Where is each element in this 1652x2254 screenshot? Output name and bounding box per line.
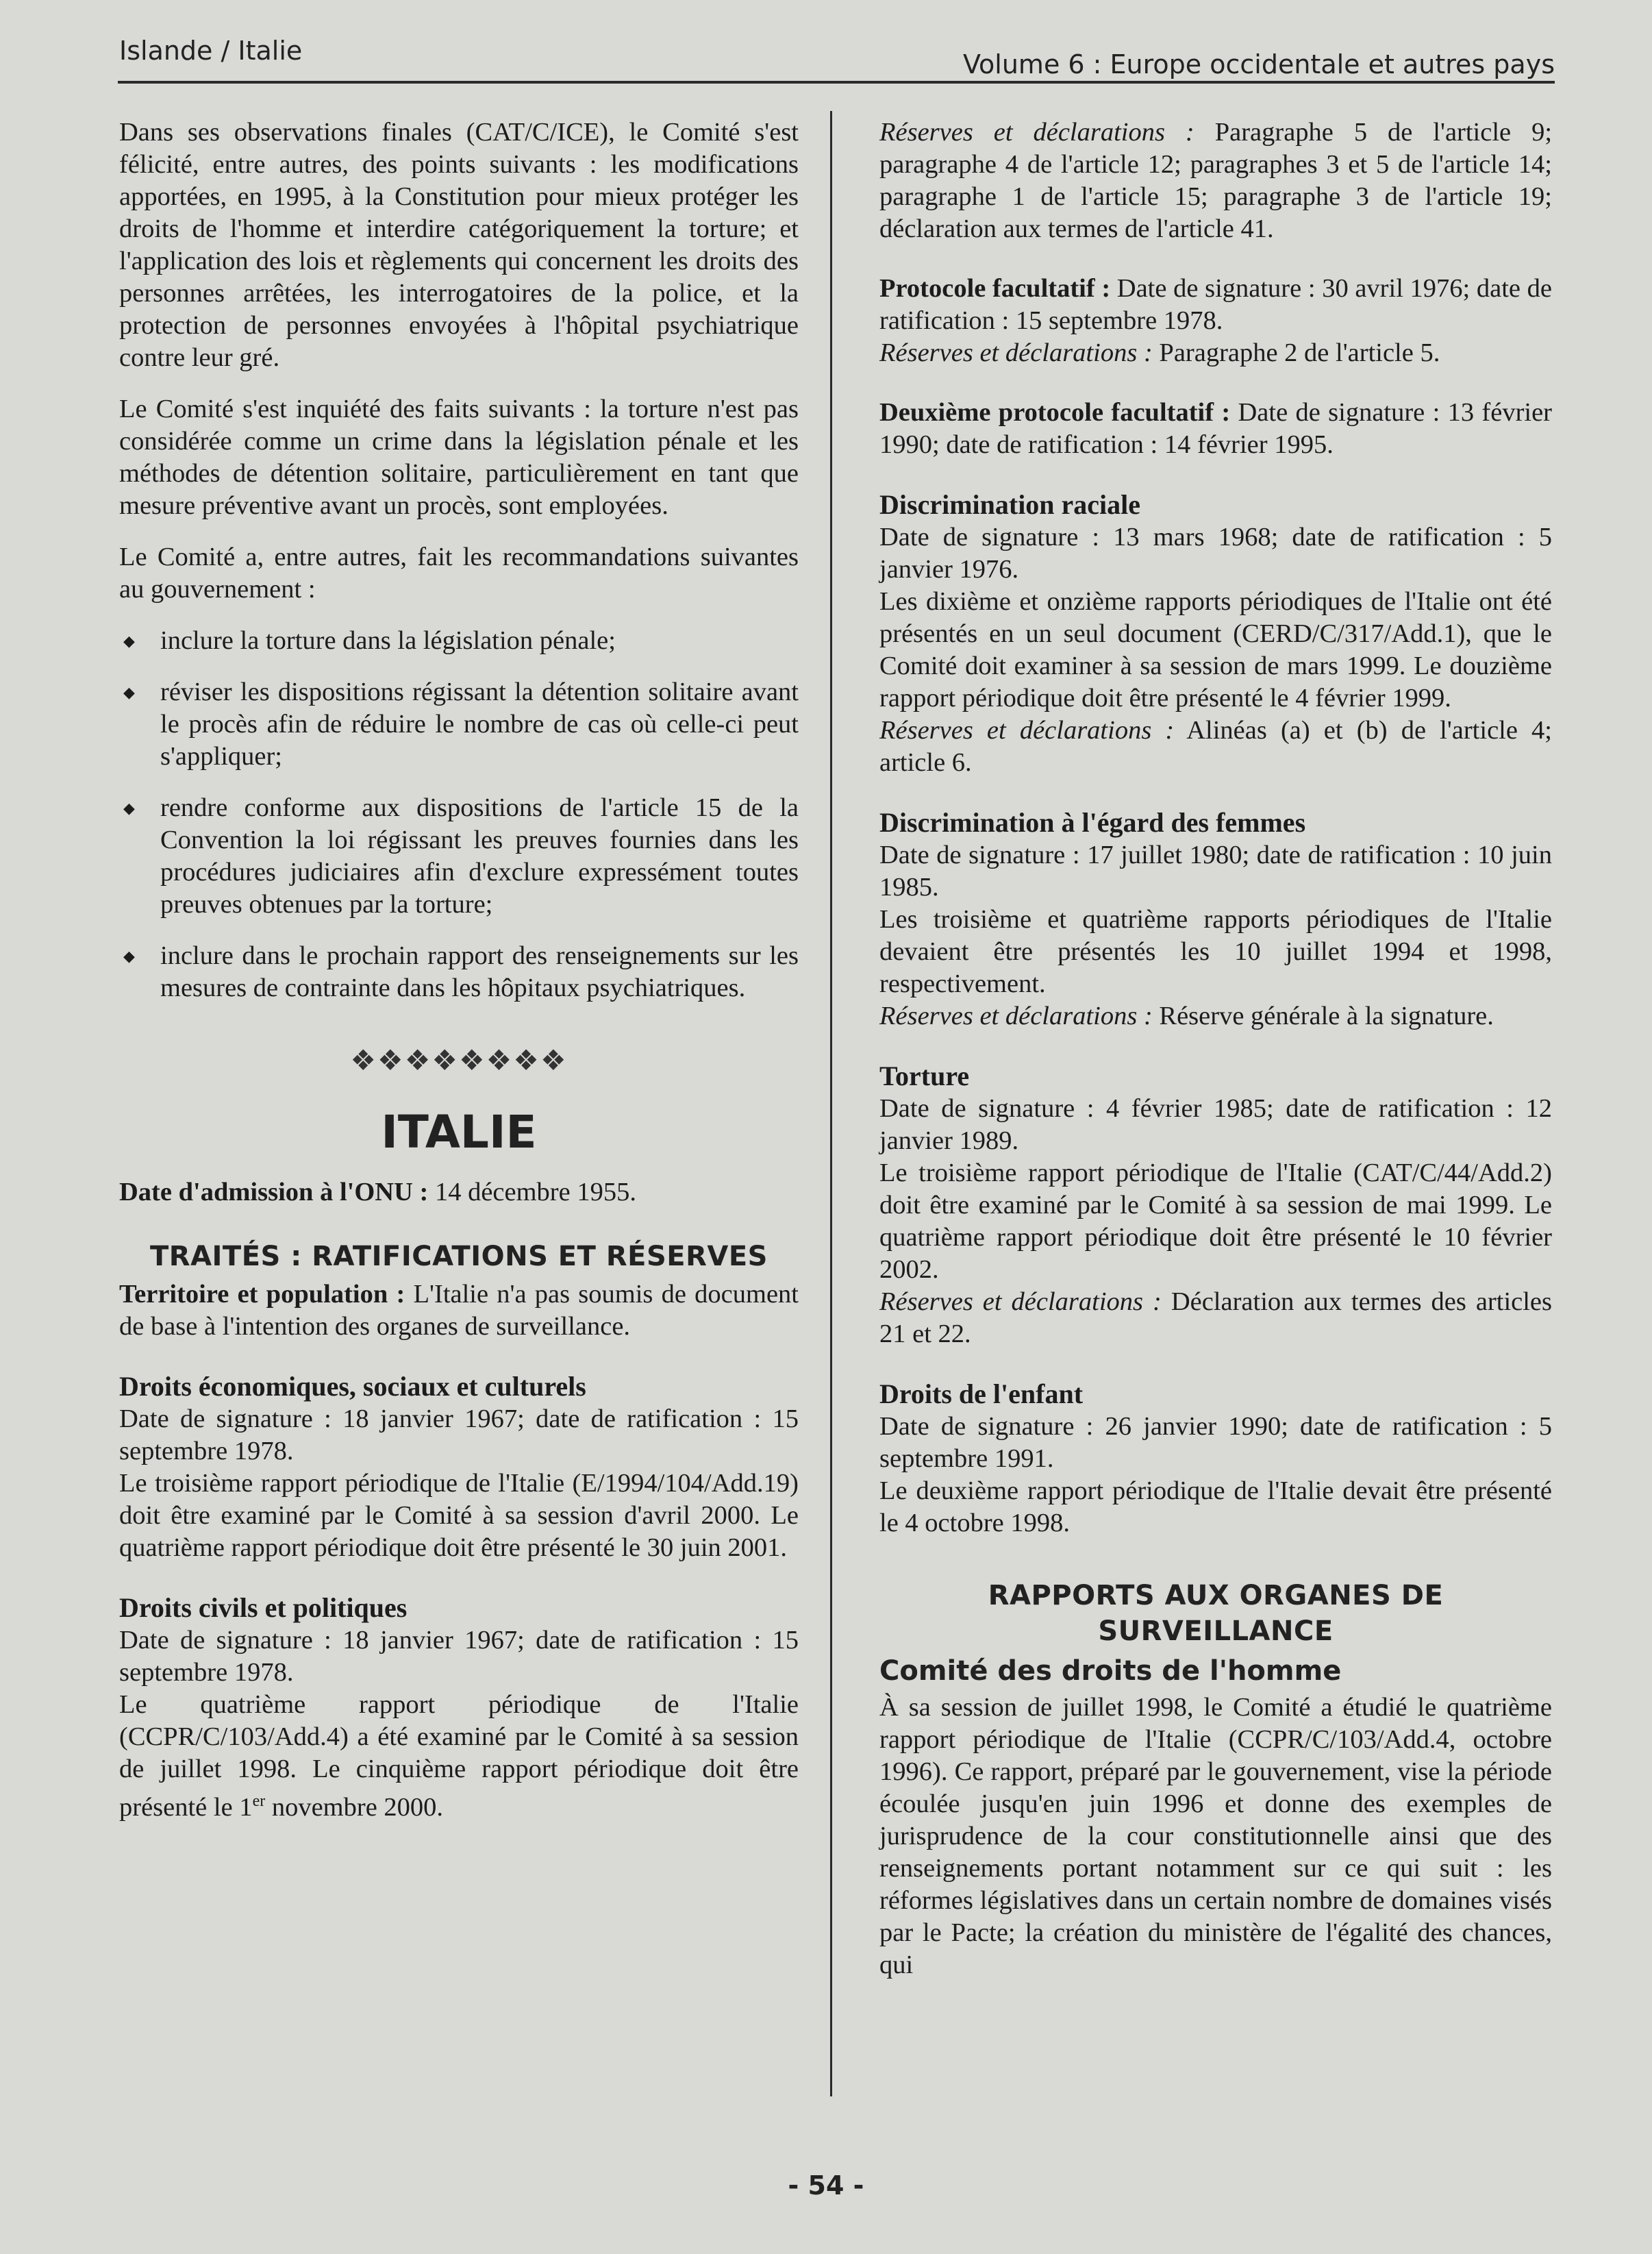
dcp-dates: Date de signature : 18 janvier 1967; date de ratification : 15 septembre 1978. (119, 1626, 799, 1687)
recommendations-intro: Le Comité a, entre autres, fait les recommandations suivantes au gouvernement : (119, 543, 799, 604)
droits-enfant-heading: Droits de l'enfant (879, 1378, 1084, 1409)
torture-reserves-text: Déclaration aux termes des articles 21 et 22. (879, 1287, 1552, 1348)
reports-heading: RAPPORTS AUX ORGANES DE SURVEILLANCE (988, 1580, 1444, 1647)
droits-enfant-report: Le deuxième rapport périodique de l'Italie devait être présenté le 4 octobre 1998. (879, 1476, 1552, 1537)
torture-dates: Date de signature : 4 février 1985; date de ratification : 12 janvier 1989. (879, 1094, 1552, 1155)
right-column (879, 116, 1552, 1981)
header-rule (118, 81, 1555, 84)
admission-value: 14 décembre 1955. (428, 1178, 636, 1206)
reserves-text: Paragraphe 5 de l'article 9; paragraphe 4 de l'article 12; paragraphes 3 et 5 de l'article 14; paragraphe 1 de l'article 15; paragraphe 3 de l'article 19; déclaration aux termes de l'article 41. (879, 118, 1553, 243)
treaties-heading: TRAITÉS : RATIFICATIONS ET RÉSERVES (150, 1241, 768, 1272)
header-section-title: Islande / Italie (119, 36, 303, 66)
header-volume-title: Volume 6 : Europe occidentale et autres pays (963, 49, 1555, 79)
discrimination-femmes-dates: Date de signature : 17 juillet 1980; date de ratification : 10 juin 1985. (879, 841, 1552, 902)
list-item: ◆ inclure la torture dans la législation pénale; (119, 625, 799, 657)
torture-report: Le troisième rapport périodique de l'Italie (CAT/C/44/Add.2) doit être examiné par le Comité à sa session de mai 1999. Le quatrième rapport périodique doit être présenté le 10 février 2002. (879, 1159, 1552, 1284)
protocole-text: Date de signature : 30 avril 1976; date de ratification : 15 septembre 1978. (879, 274, 1552, 335)
protocole-label: Protocole facultatif : (879, 274, 1111, 303)
dcp-heading: Droits civils et politiques (119, 1592, 408, 1623)
discrimination-femmes-report: Les troisième et quatrième rapports périodiques de l'Italie devaient être présentés les 10 juillet 1994 et 1998, respectivement. (879, 905, 1552, 998)
deuxieme-protocole-block (879, 397, 1552, 461)
torture-block (879, 1060, 1552, 1350)
protocole-reserves-text: Paragraphe 2 de l'article 5. (1152, 338, 1440, 367)
territoire-label: Territoire et population : (119, 1280, 405, 1309)
recommendations-list (119, 625, 799, 1004)
torture-heading: Torture (879, 1061, 970, 1091)
cdh-heading: Comité des droits de l'homme (879, 1655, 1342, 1687)
discrimination-femmes-block (879, 806, 1552, 1032)
desc-block (119, 1370, 799, 1564)
discrimination-raciale-dates: Date de signature : 13 mars 1968; date de ratification : 5 janvier 1976. (879, 523, 1552, 584)
admission-line (119, 1176, 799, 1209)
list-item: ◆ rendre conforme aux dispositions de l'article 15 de la Convention la loi régissant les preuves fournies dans les procédures judiciaires afin d'exclure expressément toutes preuves obtenues par la torture; (119, 792, 799, 921)
cdh-paragraph: À sa session de juillet 1998, le Comité a étudié le quatrième rapport périodique de l'Italie (CCPR/C/103/Add.4, octobre 1996). Ce rapport, préparé par le gouvernement, vise la période écoulée jusqu'en juin 1996 et donne des exemples de jurisprudence de la cour constitutionnelle ainsi que des renseignements portant notamment sur ce qui suit : les réformes législatives dans un certain nombre de domaines visés par le Pacte; la création du ministère de l'égalité des chances, qui (879, 1693, 1552, 1979)
desc-dates: Date de signature : 18 janvier 1967; date de ratification : 15 septembre 1978. (119, 1404, 799, 1465)
dcp-report-text: Le quatrième rapport périodique de l'Italie (CCPR/C/103/Add.4) a été examiné par le Comité à sa session de juillet 1998. Le cinquième rapport périodique doit être présenté le 1 (119, 1690, 799, 1822)
discrimination-raciale-reserves-label: Réserves et déclarations : (879, 716, 1175, 745)
page-number: - 54 - (788, 2170, 864, 2201)
discrimination-femmes-reserves-label: Réserves et déclarations : (879, 1002, 1153, 1030)
observations-paragraph: Dans ses observations finales (CAT/C/ICE), le Comité s'est félicité, entre autres, des points suivants : les modifications apportées, en 1995, à la Constitution pour mieux protéger les droits de l'homme et interdire catégoriquement la torture; et l'application des lois et règlements qui concernent les droits des personnes arrêtées, les interrogatoires de la police, et la protection de personnes envoyées à l'hôpital psychiatrique contre leur gré. (119, 118, 799, 372)
discrimination-raciale-report: Les dixième et onzième rapports périodiques de l'Italie ont été présentés en un seul document (CERD/C/317/Add.1), que le Comité doit examiner à sa session de mars 1999. Le douzième rapport périodique doit être présenté le 4 février 1999. (879, 587, 1552, 713)
territoire-block (119, 1278, 799, 1343)
dcp-report (119, 1689, 799, 1824)
discrimination-raciale-block (879, 488, 1552, 779)
discrimination-femmes-heading: Discrimination à l'égard des femmes (879, 807, 1306, 838)
discrimination-raciale-reserves-text: Alinéas (a) et (b) de l'article 4; article 6. (879, 716, 1553, 777)
dcp-superscript: er (252, 1792, 266, 1810)
deuxieme-protocole-label: Deuxième protocole facultatif : (879, 398, 1231, 427)
droits-enfant-block (879, 1378, 1552, 1539)
torture-reserves-label: Réserves et déclarations : (879, 1287, 1162, 1316)
reserves-label: Réserves et déclarations : (879, 118, 1194, 147)
running-header (118, 36, 1555, 84)
reserves-block (879, 116, 1552, 245)
dcp-block (119, 1592, 799, 1824)
column-divider (830, 111, 832, 2096)
concerns-paragraph: Le Comité s'est inquiété des faits suivants : la torture n'est pas considérée comme un crime dans la législation pénale et les méthodes de détention solitaire, particulièrement en tant que mesure préventive avant un procès, sont employées. (119, 395, 799, 520)
protocole-reserves-label: Réserves et déclarations : (879, 338, 1153, 367)
list-item: ◆ réviser les dispositions régissant la détention solitaire avant le procès afin de réduire le nombre de cas où celle-ci peut s'appliquer; (119, 676, 799, 773)
protocole-block (879, 273, 1552, 369)
deuxieme-protocole-text: Date de signature : 13 février 1990; date de ratification : 14 février 1995. (879, 398, 1552, 459)
left-column (119, 116, 799, 1851)
territoire-text: L'Italie n'a pas soumis de document de base à l'intention des organes de surveillance. (119, 1280, 799, 1341)
discrimination-femmes-reserves-text: Réserve générale à la signature. (1152, 1002, 1494, 1030)
list-item: ◆ inclure dans le prochain rapport des renseignements sur les mesures de contrainte dans les hôpitaux psychiatriques. (119, 940, 799, 1004)
admission-label: Date d'admission à l'ONU : (119, 1178, 429, 1206)
desc-report: Le troisième rapport périodique de l'Italie (E/1994/104/Add.19) doit être examiné par le Comité à sa session d'avril 2000. Le quatrième rapport périodique doit être présenté le 30 juin 2001. (119, 1469, 799, 1562)
desc-heading: Droits économiques, sociaux et culturels (119, 1371, 586, 1402)
discrimination-raciale-heading: Discrimination raciale (879, 489, 1141, 520)
dcp-report-tail: novembre 2000. (265, 1792, 444, 1822)
section-ornament: ❖❖❖❖❖❖❖❖ (350, 1045, 568, 1077)
droits-enfant-dates: Date de signature : 26 janvier 1990; date de ratification : 5 septembre 1991. (879, 1412, 1552, 1473)
country-title: ITALIE (381, 1106, 537, 1159)
